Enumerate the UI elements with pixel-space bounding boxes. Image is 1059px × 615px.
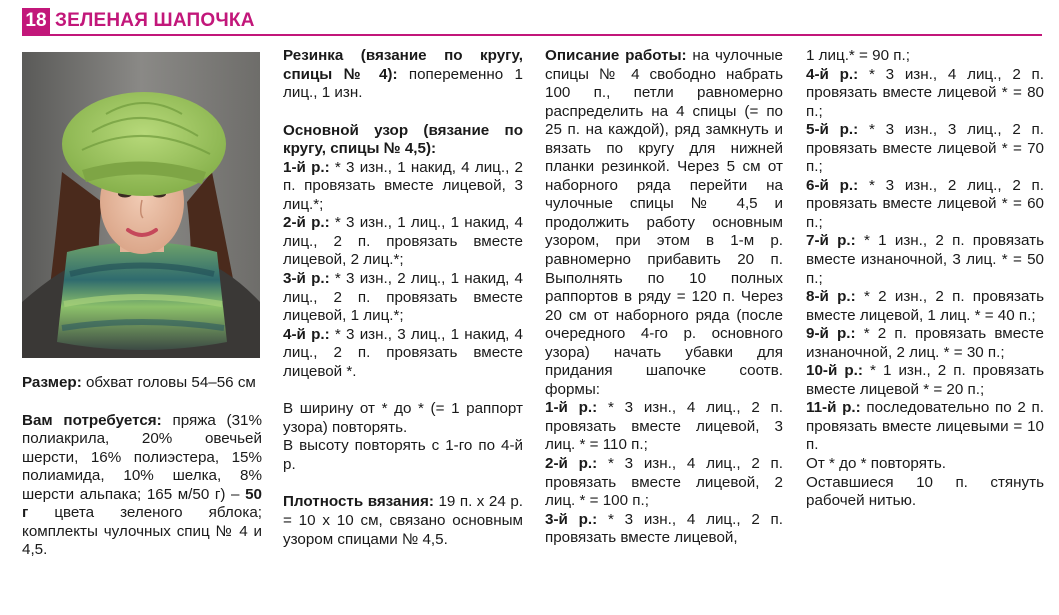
instructions-column: [545, 47, 783, 548]
description-paragraph: [545, 47, 783, 399]
decrease-row-6: 6-й р.: * 3 изн., 2 лиц., 2 п. провязать вместе лицевой * = 60 п.;: [806, 176, 1044, 231]
materials-text-2: цвета зеленого яблока; комплекты чулочных спиц № 4 и 4,5.: [22, 504, 262, 559]
main-pattern-heading: Основной узор (вязание по кругу, спицы № 4,5):: [283, 121, 523, 158]
pattern-column: [283, 47, 523, 549]
pattern-row-4: 4-й р.: * 3 изн., 3 лиц., 1 накид, 4 лиц., 2 п. провязать вместе лицевой *.: [283, 325, 523, 380]
header-rule: [22, 34, 1042, 36]
decreases-column: [806, 47, 1044, 511]
rib-label: Резинка (вязание по кругу, спицы № 4):: [283, 47, 523, 83]
pattern-row-2: 2-й р.: * 3 изн., 1 лиц., 1 накид, 4 лиц., 2 п. провязать вместе лицевой, 2 лиц.*;: [283, 214, 523, 269]
gauge-paragraph: [283, 493, 523, 549]
pattern-row-3: 3-й р.: * 3 изн., 2 лиц., 1 накид, 4 лиц., 2 п. провязать вместе лицевой, 1 лиц.*;: [283, 270, 523, 325]
gauge-text: 19 п. х 24 р. = 10 х 10 см, связано основным узором спицами № 4,5.: [283, 493, 523, 548]
repeat-width: В ширину от * до * (= 1 раппорт узора) повторять.: [283, 400, 523, 436]
size-text: обхват головы 54–56 см: [81, 374, 256, 391]
article-number-badge: 18: [22, 8, 50, 34]
decrease-row-3-cont: 1 лиц.* = 90 п.;: [806, 47, 910, 64]
article-title: ЗЕЛЕНАЯ ШАПОЧКА: [55, 10, 255, 31]
page-header: [22, 6, 1042, 36]
decrease-row-11: 11-й р.: последовательно по 2 п. провязать вместе лицевыми = 10 п.: [806, 399, 1044, 454]
decrease-row-9: 9-й р.: * 2 п. провязать вместе изнаночной, 2 лиц. * = 30 п.;: [806, 325, 1044, 361]
materials-paragraph: [22, 412, 262, 560]
decrease-row-10: 10-й р.: * 1 изн., 2 п. провязать вместе лицевой * = 20 п.;: [806, 362, 1044, 398]
description-label: Описание работы:: [545, 47, 687, 64]
size-label: Размер:: [22, 374, 82, 391]
decrease-row-3: 3-й р.: * 3 изн., 4 лиц., 2 п. провязать вместе лицевой,: [545, 510, 783, 547]
gauge-label: Плотность вязания:: [283, 493, 434, 511]
model-photo: [22, 52, 260, 358]
decrease-row-4: 4-й р.: * 3 изн., 4 лиц., 2 п. провязать вместе лицевой * = 80 п.;: [806, 65, 1044, 120]
repeat-height: В высоту повторять с 1-го по 4-й р.: [283, 437, 523, 473]
rib-text: попеременно 1 лиц., 1 изн.: [283, 65, 524, 102]
left-info-column: [22, 374, 262, 560]
materials-label: Вам потребуется:: [22, 411, 162, 429]
decrease-row-7: 7-й р.: * 1 изн., 2 п. провязать вместе изнаночной, 3 лиц. * = 50 п.;: [806, 232, 1044, 287]
decrease-row-2: 2-й р.: * 3 изн., 4 лиц., 2 п. провязать вместе лицевой, 2 лиц. * = 100 п.;: [545, 455, 783, 510]
decrease-row-8: 8-й р.: * 2 изн., 2 п. провязать вместе лицевой, 1 лиц. * = 40 п.;: [806, 288, 1044, 324]
decrease-row-5: 5-й р.: * 3 изн., 3 лиц., 2 п. провязать вместе лицевой * = 70 п.;: [806, 121, 1044, 176]
materials-text-1: пряжа (31% полиакрила, 20% овечьей шерсти, 16% полиэстера, 15% полиамида, 10% шелка, 8% шерсти альпака; 165 м/50 г) –: [22, 411, 262, 503]
materials-amount: 50 г: [22, 485, 262, 522]
size-paragraph: [22, 374, 262, 393]
pattern-row-1: 1-й р.: * 3 изн., 1 накид, 4 лиц., 2 п. провязать вместе лицевой, 3 лиц.*;: [283, 158, 523, 213]
finish-note: Оставшиеся 10 п. стянуть рабочей нитью.: [806, 473, 1044, 510]
decrease-row-1: 1-й р.: * 3 изн., 4 лиц., 2 п. провязать вместе лицевой, 3 лиц. * = 110 п.;: [545, 399, 783, 454]
description-text: на чулочные спицы № 4 свободно набрать 100 п., петли равномерно распределить на 4 спицы (= по 25 п. на каждой), ряд замкнуть и вязать по кругу для нижней планки резинкой. Через 5 см от наборного ряда перейти на чулочные спицы № 4,5 и продолжить работу основным узором, при этом в 1-м р. равномерно прибавить 20 п. Выполнять по 10 полных раппортов в ряду = 120 п. Через 20 см от наборного ряда (после очередного 4-го р. основного узора) начать убавки для придания шапочке соотв. формы:: [545, 47, 783, 398]
repeat-note: От * до * повторять.: [806, 455, 947, 473]
rib-paragraph: [283, 47, 523, 103]
